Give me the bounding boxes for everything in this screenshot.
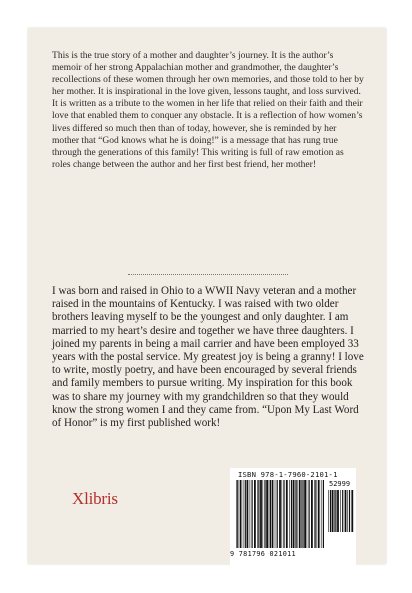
barcode-bar bbox=[318, 480, 320, 548]
barcode-bar bbox=[289, 480, 290, 548]
barcode-bar bbox=[342, 490, 343, 532]
barcode-bar bbox=[340, 490, 341, 532]
barcode-bar bbox=[247, 480, 249, 548]
barcode-bar bbox=[258, 480, 259, 548]
barcode-bar bbox=[314, 480, 315, 548]
book-description: This is the true story of a mother and daughter’s journey. It is the author’s memoir of her strong Appalachian mother and grandmother, the daughter’s recollections of these women through her own memories, and those told to her by her mother. It is inspirational in the love given, lessons taught, and loss survived. It is written as a tribute to the women in her life that relied on their faith and their love that enabled them to conquer any obstacle. It is a reflection of how women’s lives differed so much then than of today, however, she is reminded by her mother that “God knows what he is doing!” is a message that has rung true through the generations of this family! This writing is full of raw emotion as roles change between the author and her first best friend, her mother! bbox=[52, 50, 364, 170]
barcode-bar bbox=[315, 480, 316, 548]
barcode-bar bbox=[269, 480, 270, 548]
ean-digits: 9 781796 021011 bbox=[230, 550, 296, 558]
barcode-bar bbox=[279, 480, 281, 548]
barcode-bar bbox=[254, 480, 256, 548]
barcode-bar bbox=[252, 480, 253, 548]
barcode-bar bbox=[351, 490, 353, 532]
author-bio: I was born and raised in Ohio to a WWII Navy veteran and a mother raised in the mountains of Kentucky. I was raised with two older brothers leaving myself to be the youngest and only daughter. I am married to my heart’s desire and together we have three daughters. I joined my parents in being a mail carrier and have been employed 33 years with the postal service. My greatest joy is being a granny! I love to write, mostly poetry, and have been encouraged by several friends and family members to pursue writing. My inspiration for this book was to share my journey with my grandchildren so that they would know the strong women I and they came from. “Upon My Last Word of Honor” is my first published work! bbox=[52, 285, 364, 430]
barcode-bar bbox=[272, 480, 274, 548]
barcode-bar bbox=[250, 480, 251, 548]
barcode-bar bbox=[286, 480, 288, 548]
dotted-divider bbox=[128, 274, 288, 275]
barcode-bar bbox=[349, 490, 350, 532]
barcode-bar bbox=[275, 480, 276, 548]
barcode-bar bbox=[243, 480, 244, 548]
barcode-bar bbox=[245, 480, 246, 548]
barcode-bar bbox=[330, 490, 331, 532]
isbn-label: ISBN 978-1-7960-2101-1 bbox=[238, 470, 338, 479]
barcode-bar bbox=[263, 480, 264, 548]
barcode-bar bbox=[299, 480, 301, 548]
barcode-bar bbox=[282, 480, 283, 548]
price-code: 52999 bbox=[329, 480, 351, 488]
barcode-bar bbox=[260, 480, 262, 548]
barcode-bar bbox=[323, 480, 324, 548]
barcode-bar bbox=[302, 480, 303, 548]
barcode-bar bbox=[264, 480, 265, 548]
barcode-bar bbox=[257, 480, 258, 548]
barcode-bar bbox=[328, 490, 329, 532]
barcode-bar bbox=[293, 480, 295, 548]
barcode-bar bbox=[270, 480, 271, 548]
barcode-bar bbox=[334, 490, 335, 532]
barcode-bar bbox=[345, 490, 347, 532]
barcode-bar bbox=[311, 480, 313, 548]
barcode-bar bbox=[237, 480, 238, 548]
barcode-bar bbox=[335, 490, 336, 532]
barcode-bar bbox=[277, 480, 278, 548]
barcode-bar bbox=[291, 480, 292, 548]
barcode-bar bbox=[307, 480, 308, 548]
barcode-bar bbox=[337, 490, 339, 532]
back-cover bbox=[28, 28, 386, 564]
price-barcode bbox=[328, 490, 354, 532]
barcode-bar bbox=[296, 480, 297, 548]
barcode-bar bbox=[240, 480, 242, 548]
publisher-logo: Xlibris bbox=[72, 489, 118, 508]
barcode-bar bbox=[301, 480, 302, 548]
barcode-bar bbox=[332, 490, 334, 532]
barcode-bar bbox=[266, 480, 268, 548]
barcode-bar bbox=[283, 480, 284, 548]
barcode-bar bbox=[304, 480, 306, 548]
barcode-bar bbox=[236, 480, 237, 548]
barcode-bar bbox=[347, 490, 348, 532]
ean-barcode bbox=[236, 480, 326, 548]
barcode-bar bbox=[309, 480, 310, 548]
barcode-bar bbox=[321, 480, 322, 548]
barcode-bar bbox=[295, 480, 296, 548]
barcode-area bbox=[230, 468, 356, 570]
